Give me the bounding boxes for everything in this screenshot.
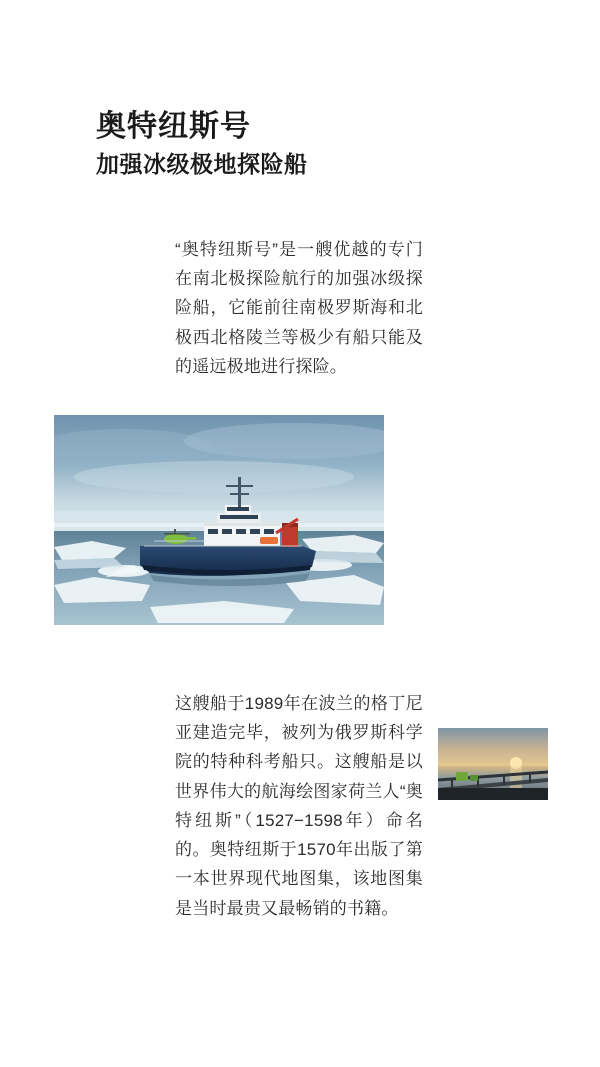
deck-sunset-illustration (438, 728, 548, 800)
ship-in-ice-photo (54, 415, 384, 625)
ship-deck-sunset-photo (438, 728, 548, 800)
page-subtitle: 加强冰级极地探险船 (96, 151, 308, 178)
page-title: 奥特纽斯号 (96, 110, 251, 143)
ship-in-ice-illustration (54, 415, 384, 625)
lead-paragraph: “奥特纽斯号”是一艘优越的专门在南北极探险航行的加强冰级探险船，它能前往南极罗斯海和北极西北格陵兰等极少有船只能及的遥远极地进行探险。 (175, 240, 423, 376)
title-block (96, 108, 516, 180)
body-paragraph: 这艘船于1989年在波兰的格丁尼亚建造完毕，被列为俄罗斯科学院的特种科考船只。这艘船是以世界伟大的航海绘图家荷兰人“奥特纽斯”（1527−1598年）命名的。奥特纽斯于1570年出版了第一本世界现代地图集，该地图集是当时最贵又最畅销的书籍。 (175, 694, 423, 918)
